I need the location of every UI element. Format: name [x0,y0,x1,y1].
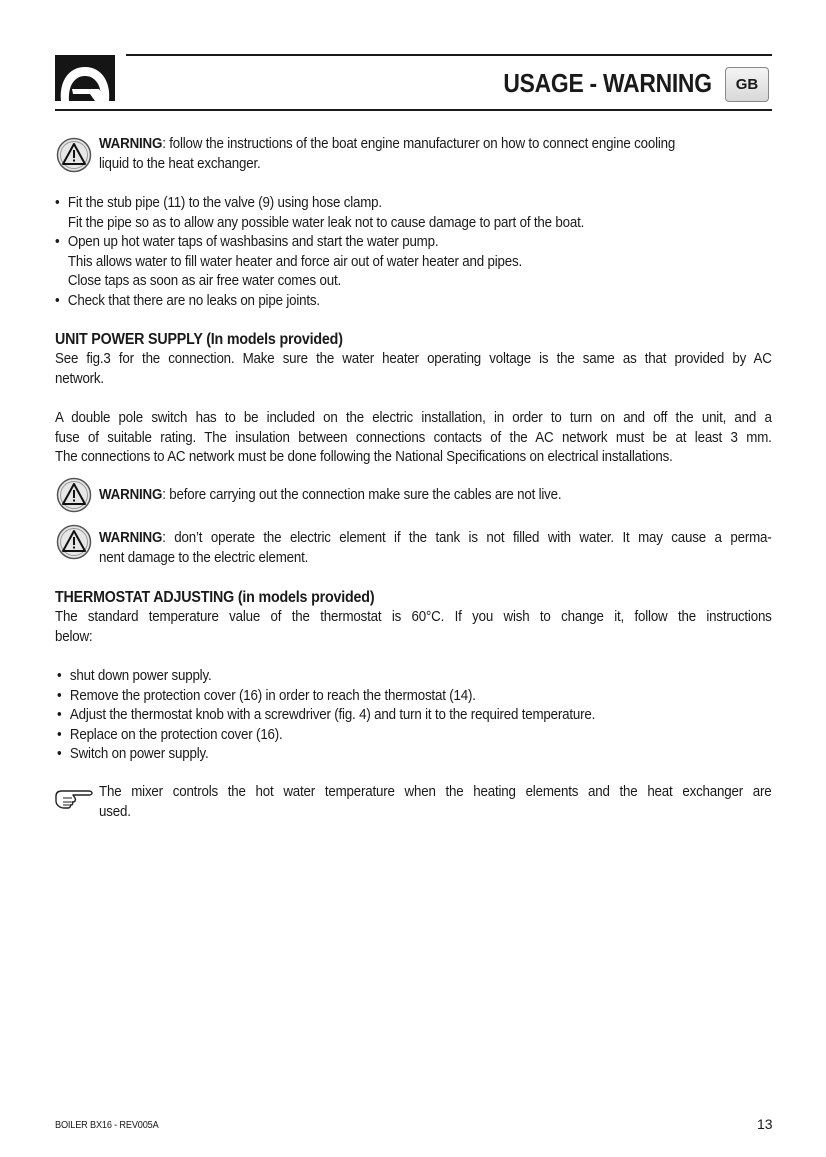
install-steps-list [55,194,782,311]
header-top-rule [126,54,772,56]
list-item: • shut down power supply. [57,667,784,687]
list-item: • Switch on power supply. [57,745,784,765]
list-item: • Fit the stub pipe (11) to the valve (9) using hose clamp. Fit the pipe so as to allow any possible water leak not to cause damage to part of the boat. [55,194,782,233]
warning-tank-not-filled [99,529,772,568]
warning-label: WARNING [99,136,163,152]
list-item: • Open up hot water taps of washbasins and start the water pump. This allows water to fill water heater and force air out of water heater and pipes. Close taps as soon as air free water comes out. [55,233,782,292]
warning-text-cont: liquid to the heat exchanger. [99,155,261,172]
power-supply-paragraph-2: A double pole switch has to be included on the electric installation, in order to turn on and off the unit, and a fuse of suitable rating. The insulation between connections contacts of the AC network must be at least 3 mm. The connections to AC network must be done following the National Specifications on electrical installations. [55,410,772,465]
warning-cables-not-live [99,486,771,506]
language-badge: GB [725,67,769,102]
mixer-note: The mixer controls the hot water temperature when the heating elements and the heat exchanger are used. [99,784,772,820]
brand-logo-icon [55,55,115,101]
warning-label: WARNING [99,487,163,503]
power-supply-paragraph-1: See fig.3 for the connection. Make sure the water heater operating voltage is the same as that provided by AC network. [55,351,772,387]
page-title: USAGE - WARNING [503,68,712,98]
section-heading-power-supply: UNIT POWER SUPPLY (In models provided) [55,331,343,348]
page-number: 13 [757,1116,773,1132]
list-item: • Remove the protection cover (16) in order to reach the thermostat (14). [57,687,784,707]
warning-triangle-icon [56,137,92,173]
thermostat-intro-paragraph: The standard temperature value of the thermostat is 60°C. If you wish to change it, follow the instructions below: [55,609,772,645]
list-item: • Replace on the protection cover (16). [57,726,784,746]
warning-text: : before carrying out the connection make sure the cables are not live. [162,487,562,503]
warning-connect-cooling [99,135,771,174]
list-item: • Check that there are no leaks on pipe joints. [55,292,782,312]
header-bottom-rule [55,109,772,111]
document-id: BOILER BX16 - REV005A [55,1120,159,1131]
warning-label: WARNING [99,530,163,546]
list-item: • Adjust the thermostat knob with a screwdriver (fig. 4) and turn it to the required temperature. [57,706,784,726]
pointing-hand-icon [53,786,95,812]
thermostat-steps-list [57,667,784,765]
warning-triangle-icon [56,524,92,560]
section-heading-thermostat: THERMOSTAT ADJUSTING (in models provided) [55,589,375,606]
warning-text-cont: nent damage to the electric element. [99,549,309,566]
warning-text: : don’t operate the electric element if the tank is not filled with water. It may cause a perma- [162,530,772,546]
warning-triangle-icon [56,477,92,513]
warning-text: : follow the instructions of the boat engine manufacturer on how to connect engine cooling [162,136,676,152]
